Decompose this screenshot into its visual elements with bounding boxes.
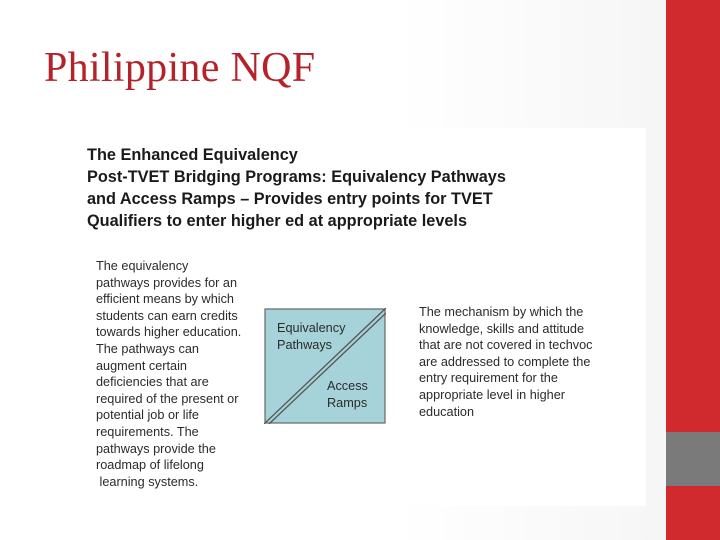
heading-line: The Enhanced Equivalency xyxy=(87,146,298,164)
mechanism-description xyxy=(419,304,644,420)
text-line: pathways provide the xyxy=(96,441,216,456)
heading-line: Post-TVET Bridging Programs: Equivalency Pathways xyxy=(87,168,506,186)
label-line: Access xyxy=(327,379,368,393)
text-line: The mechanism by which the xyxy=(419,305,584,319)
text-line: knowledge, skills and attitude xyxy=(419,321,585,336)
text-line: education xyxy=(419,404,475,419)
text-line: The pathways can xyxy=(96,341,199,356)
text-line: deficiencies that are xyxy=(96,375,209,390)
access-ramps-label xyxy=(327,378,368,411)
text-line: augment certain xyxy=(96,358,187,373)
label-line: Pathways xyxy=(277,337,333,352)
figure-image xyxy=(76,128,646,506)
slide-title: Philippine NQF xyxy=(44,45,316,91)
equivalency-pathways-label xyxy=(277,320,345,353)
heading-line: Qualifiers to enter higher ed at appropriate levels xyxy=(87,212,468,230)
text-line: appropriate level in higher xyxy=(419,387,565,402)
text-line: that are not covered in techvoc xyxy=(419,338,593,353)
text-line: towards higher education. xyxy=(96,325,242,340)
heading-line: and Access Ramps – Provides entry points for TVET xyxy=(87,190,493,208)
text-line: The equivalency xyxy=(96,259,189,273)
text-line: are addressed to complete the xyxy=(419,354,591,369)
side-accent-bar-bottom xyxy=(666,486,720,540)
text-line: learning systems. xyxy=(96,474,199,489)
text-line: entry requirement for the xyxy=(419,371,558,386)
figure-heading xyxy=(87,144,642,232)
text-line: students can earn credits xyxy=(96,308,238,323)
text-line: requirements. The xyxy=(96,424,199,439)
text-line: efficient means by which xyxy=(96,292,234,307)
label-line: Equivalency xyxy=(277,321,346,335)
text-line: pathways provides for an xyxy=(96,275,238,290)
label-line: Ramps xyxy=(327,395,368,410)
side-accent-bar-gray xyxy=(666,432,720,486)
text-line: required of the present or xyxy=(96,391,239,406)
text-line: potential job or life xyxy=(96,408,199,423)
side-accent-bar-red xyxy=(666,0,720,432)
pathways-description xyxy=(96,258,274,490)
text-line: roadmap of lifelong xyxy=(96,458,204,473)
